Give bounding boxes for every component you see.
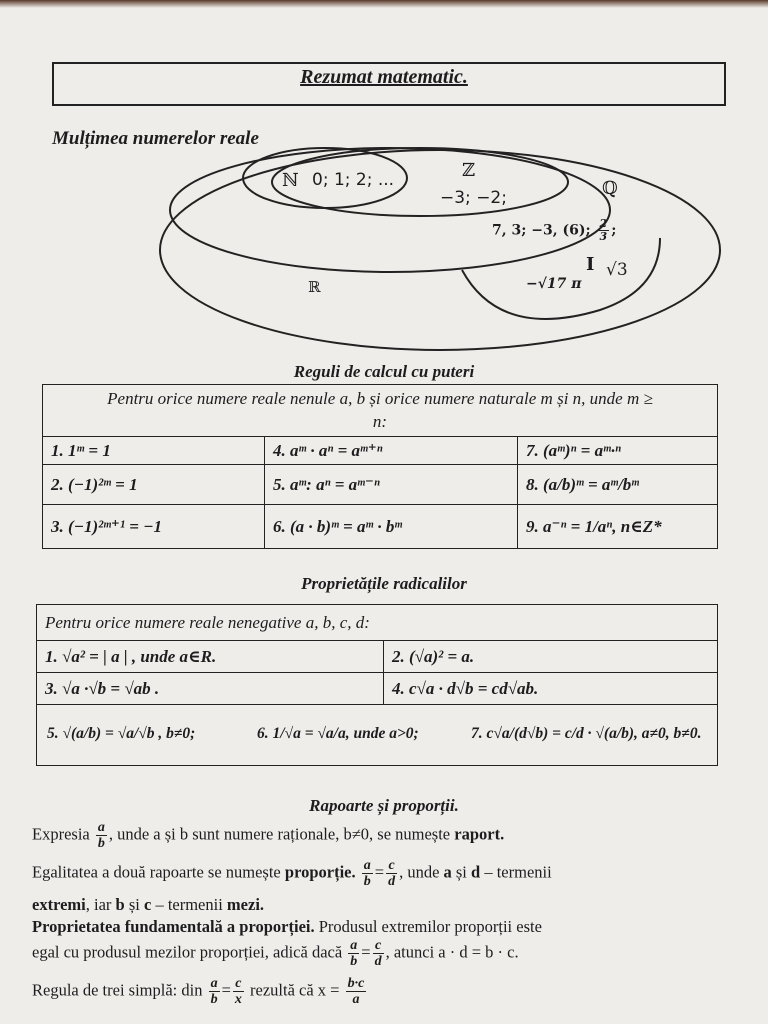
ratio-term: raport. [454, 824, 505, 844]
Q-set-ellipse [170, 148, 610, 272]
powers-title: Reguli de calcul cu puteri [293, 362, 475, 381]
frac-num: c [373, 938, 384, 954]
rule-of-three-text-2: rezultă că x = [250, 980, 340, 1000]
r3-fraction-bc-a [346, 976, 367, 1008]
frac-den: b [363, 874, 371, 890]
frac-num: a [97, 820, 105, 835]
terms-text: – termenii [155, 895, 223, 914]
proportion-term: proporție. [284, 862, 356, 882]
text-and: și [128, 895, 140, 914]
I-elements: −√17 π [526, 276, 582, 292]
rule-of-three-text-1: Regula de trei simplă: din [32, 980, 203, 1000]
letter-b: b [115, 895, 125, 914]
R-symbol: ℝ [308, 278, 321, 296]
letter-a: a [443, 862, 452, 882]
powers-table [42, 384, 718, 549]
power-rule-1: 1. 1ᵐ = 1 [43, 437, 265, 465]
power-rule-3: 3. (−1)²ᵐ⁺¹ = −1 [43, 505, 265, 549]
letter-c: c [143, 895, 152, 914]
frac-den: d [388, 874, 396, 890]
power-rule-8: 8. (a/b)ᵐ = aᵐ/bᵐ [518, 465, 718, 505]
N-symbol: ℕ [282, 170, 299, 191]
frac-num: c [233, 976, 244, 992]
frac-num: a [350, 938, 358, 953]
Q-symbol: ℚ [602, 178, 618, 199]
radical-rule-3: 3. √a ·√b = √ab . [37, 673, 384, 705]
sets-heading: Mulțimea numerelor reale [52, 128, 259, 149]
Q-fraction-num: 2 [599, 217, 608, 230]
Q-fraction-end: ; [611, 222, 617, 239]
radical-rule-7: 7. c√a/(d√b) = c/d · √(a/b), a≠0, b≠0. [471, 725, 702, 742]
frac-num: c [386, 858, 397, 874]
Q-fraction [598, 218, 610, 243]
prop-fraction-a-b [362, 858, 373, 890]
fundamental-property-text: Produsul extremilor proporții este [318, 917, 542, 936]
radical-rule-6: 6. 1/√a = √a/a, unde a>0; [257, 725, 419, 742]
power-rule-9: 9. a⁻ⁿ = 1/aⁿ, n∈Z* [518, 505, 718, 549]
I-symbol: I [586, 254, 595, 275]
Q-elements-text: 7, 3; −3, (6); [492, 222, 591, 239]
radical-rule-4: 4. c√a · d√b = cd√ab. [384, 673, 718, 705]
radicals-title: Proprietățile radicalilor [301, 574, 467, 593]
powers-intro: Pentru orice numere reale nenule a, b și orice numere naturale m și n, unde m ≥ n: [43, 385, 718, 437]
ratio-def-text-2: , unde a și b sunt numere raționale, b≠0, se numește [108, 824, 451, 844]
Q-fraction-den: 3 [599, 230, 608, 244]
means-term: mezi. [226, 895, 265, 914]
fundamental-property-cont: egal cu produsul mezilor proporției, adică dacă $\frac{a}{b}$ = $\frac{c}{d}$ , atunci a · d = b · c. [32, 938, 519, 970]
frac-den: b [350, 954, 358, 970]
prop-def-text-3: – termenii [484, 862, 552, 882]
frac-den: x [234, 992, 242, 1008]
prop-def-text-1: Egalitatea a două rapoarte se numește [32, 862, 281, 882]
r3-fraction-a-b [209, 976, 220, 1008]
frac-num: b·c [347, 976, 365, 991]
fundamental-text-3: , atunci a · d = b · c. [385, 942, 519, 962]
radicals-table [36, 604, 718, 705]
power-rule-6: 6. (a · b)ᵐ = aᵐ · bᵐ [265, 505, 518, 549]
real-numbers-venn-diagram [0, 130, 768, 360]
extremes-term: extremi [32, 895, 86, 914]
radicals-intro: Pentru orice numere reale nenegative a, b, c, d: [37, 605, 718, 641]
radical-rule-5: 5. √(a/b) = √a/√b , b≠0; [47, 725, 196, 742]
fundamental-property-heading: Proprietatea fundamentală a proporției. [32, 917, 315, 936]
text-and: și [455, 862, 467, 882]
ratio-fraction-a-b [96, 820, 107, 852]
r3-fraction-c-x [233, 976, 244, 1008]
letter-d: d [471, 862, 481, 882]
frac-den: a [352, 992, 360, 1008]
text-while: , iar [85, 895, 112, 914]
frac-den: d [374, 954, 382, 970]
ratios-title: Rapoarte și proporții. [309, 796, 459, 815]
frac-den: b [210, 992, 218, 1008]
radicals-fraction-row [36, 704, 718, 766]
Z-symbol: ℤ [462, 160, 476, 181]
Z-elements: −3; −2; [440, 188, 507, 208]
proportion-definition: Egalitatea a două rapoarte se numește proporție. $\frac{a}{b}$ = $\frac{c}{d}$ , unde a și d – termenii [32, 858, 552, 890]
ratio-def-text-1: Expresia [32, 824, 90, 844]
fund-fraction-c-d [373, 938, 384, 970]
power-rule-7: 7. (aᵐ)ⁿ = aᵐ·ⁿ [518, 437, 718, 465]
ratio-definition [32, 820, 732, 852]
rule-of-three: Regula de trei simplă: din $\frac{a}{b}$ = $\frac{c}{x}$ rezultă că x = $\frac{b\cdot c}{a}$ [32, 976, 365, 1008]
I-sqrt3: √3 [606, 260, 628, 280]
page-top-edge [0, 0, 768, 8]
frac-den: b [97, 836, 105, 852]
power-rule-5: 5. aᵐ: aⁿ = aᵐ⁻ⁿ [265, 465, 518, 505]
power-rule-2: 2. (−1)²ᵐ = 1 [43, 465, 265, 505]
radical-rule-2: 2. (√a)² = a. [384, 641, 718, 673]
Q-elements [492, 218, 616, 243]
page-title: Rezumat matematic. [300, 66, 468, 88]
prop-def-text-2: , unde [399, 862, 440, 882]
frac-num: a [210, 976, 218, 991]
N-elements: 0; 1; 2; ... [312, 170, 395, 190]
proportion-terms [32, 896, 732, 914]
frac-num: a [363, 858, 371, 873]
fund-fraction-a-b [348, 938, 359, 970]
fundamental-property [32, 918, 732, 936]
radical-rule-1: 1. √a² = | a | , unde a∈R. [37, 641, 384, 673]
fundamental-text-2: egal cu produsul mezilor proporției, adică dacă [32, 942, 343, 962]
prop-fraction-c-d [386, 858, 397, 890]
power-rule-4: 4. aᵐ · aⁿ = aᵐ⁺ⁿ [265, 437, 518, 465]
